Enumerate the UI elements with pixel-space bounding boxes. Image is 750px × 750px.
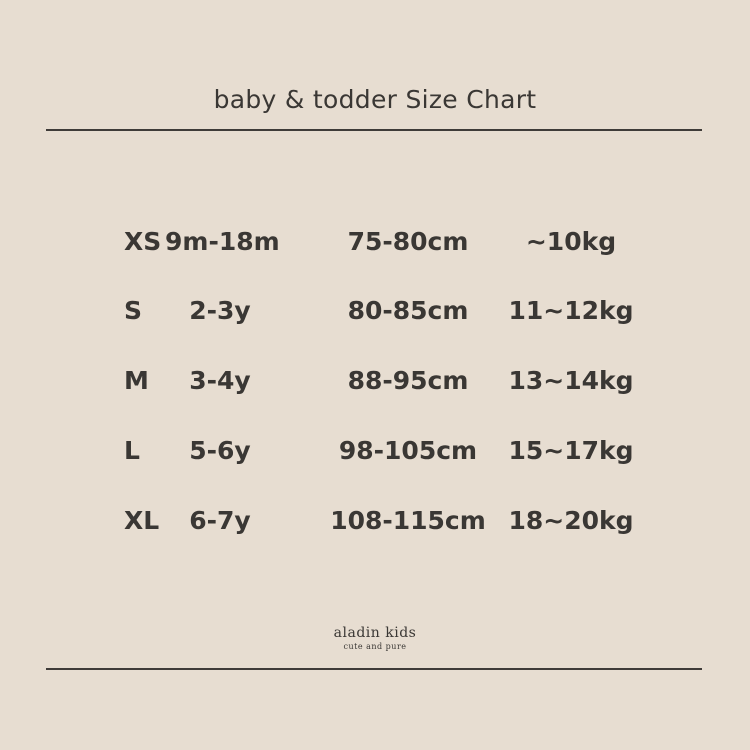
brand-tagline: cute and pure [343, 642, 407, 651]
weight-range: 13~14kg [508, 366, 634, 395]
weight-range: ~10kg [525, 227, 617, 256]
size-row-xl [0, 501, 750, 541]
age-range: 5-6y [189, 436, 251, 465]
age-range: 6-7y [189, 506, 251, 535]
size-row-s [0, 291, 750, 331]
age-range: 9m-18m [165, 227, 280, 256]
size-label: XS [124, 227, 162, 256]
size-row-l [0, 431, 750, 471]
height-range: 88-95cm [347, 366, 469, 395]
size-row-m [0, 361, 750, 401]
bottom-divider [46, 668, 702, 670]
brand-logo [0, 624, 750, 652]
page-title: baby & todder Size Chart [213, 85, 537, 114]
height-range: 80-85cm [347, 296, 469, 325]
height-range: 75-80cm [347, 227, 469, 256]
weight-range: 15~17kg [508, 436, 634, 465]
size-table [0, 222, 750, 542]
height-range: 98-105cm [338, 436, 478, 465]
age-range: 2-3y [189, 296, 251, 325]
size-label: M [124, 366, 149, 395]
age-range: 3-4y [189, 366, 251, 395]
top-divider [46, 129, 702, 131]
height-range: 108-115cm [330, 506, 486, 535]
size-row-xs [0, 222, 750, 262]
size-label: XL [124, 506, 160, 535]
size-label: S [124, 296, 143, 325]
weight-range: 11~12kg [508, 296, 634, 325]
brand-name: aladin kids [333, 625, 417, 641]
size-label: L [124, 436, 140, 465]
weight-range: 18~20kg [508, 506, 634, 535]
